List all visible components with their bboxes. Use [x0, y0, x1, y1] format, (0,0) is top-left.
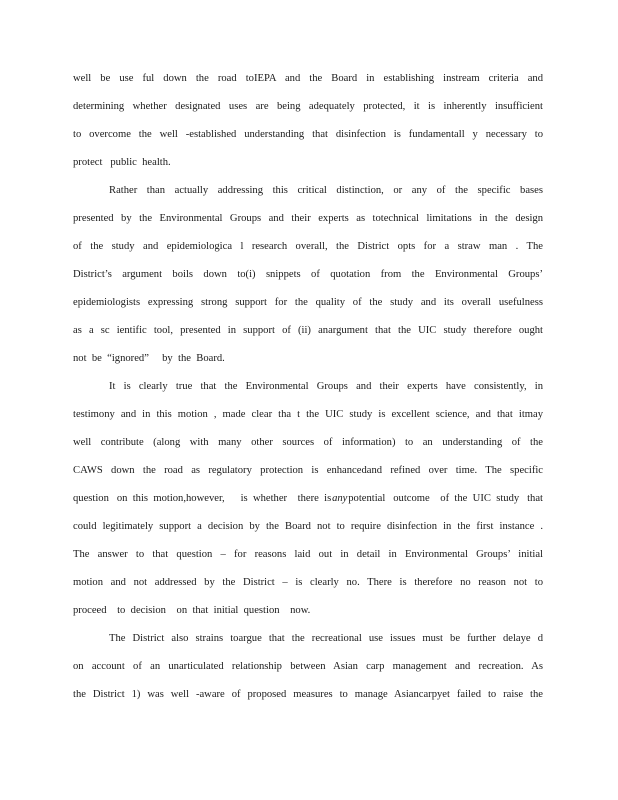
- text-line: It is clearly true that the Environmental Groups and their experts have consistently, in: [109, 381, 543, 392]
- text-line: testimony and in this motion , made clear tha t the UIC study is excellent science, and that itmay: [73, 409, 543, 420]
- text-line: District’s argument boils down to(i) snippets of quotation from the Environmental Groups’: [73, 269, 543, 280]
- document-body: [73, 68, 543, 712]
- text-line: motion and not addressed by the District – is clearly no. There is therefore no reason not to: [73, 577, 543, 588]
- text-line: presented by the Environmental Groups and their experts as totechnical limitations in the design: [73, 213, 543, 224]
- text-line: epidemiologists expressing strong support for the quality of the study and its overall usefulness: [73, 297, 543, 308]
- text-line-mixed: [73, 488, 543, 516]
- text-line: well contribute (along with many other sources of information) to an understanding of the: [73, 437, 543, 448]
- text-line: The answer to that question – for reasons laid out in detail in Environmental Groups’ initial: [73, 549, 543, 560]
- text-line: could legitimately support a decision by the Board not to require disinfection in the first instance .: [73, 521, 543, 532]
- text-line: not be “ignored” by the Board.: [73, 353, 225, 364]
- text-line: The District also strains toargue that the recreational use issues must be further delaye d: [109, 633, 543, 644]
- text-line: the District 1) was well -aware of proposed measures to manage Asiancarpyet failed to raise the: [73, 689, 543, 700]
- text-line: well be use ful down the road toIEPA and the Board in establishing instream criteria and: [73, 73, 543, 84]
- text-line: proceed to decision on that initial question now.: [73, 605, 311, 616]
- text-line: to overcome the well -established understanding that disinfection is fundamentall y necessary to: [73, 129, 543, 140]
- text-segment: potential outcome of the UIC study that: [348, 493, 543, 504]
- text-line: of the study and epidemiologica l research overall, the District opts for a straw man . The: [73, 241, 543, 252]
- text-line: as a sc ientific tool, presented in support of (ii) anargument that the UIC study therefore ought: [73, 325, 543, 336]
- text-segment-italic: any: [332, 493, 348, 504]
- text-line: on account of an unarticulated relationship between Asian carp management and recreation. As: [73, 661, 543, 672]
- text-line: CAWS down the road as regulatory protection is enhancedand refined over time. The specific: [73, 465, 543, 476]
- text-line: protect public health.: [73, 157, 171, 168]
- text-segment: question on this motion,however, is whether there is: [73, 493, 332, 504]
- text-line: Rather than actually addressing this critical distinction, or any of the specific bases: [109, 185, 543, 196]
- text-line: determining whether designated uses are being adequately protected, it is inherently insufficient: [73, 101, 543, 112]
